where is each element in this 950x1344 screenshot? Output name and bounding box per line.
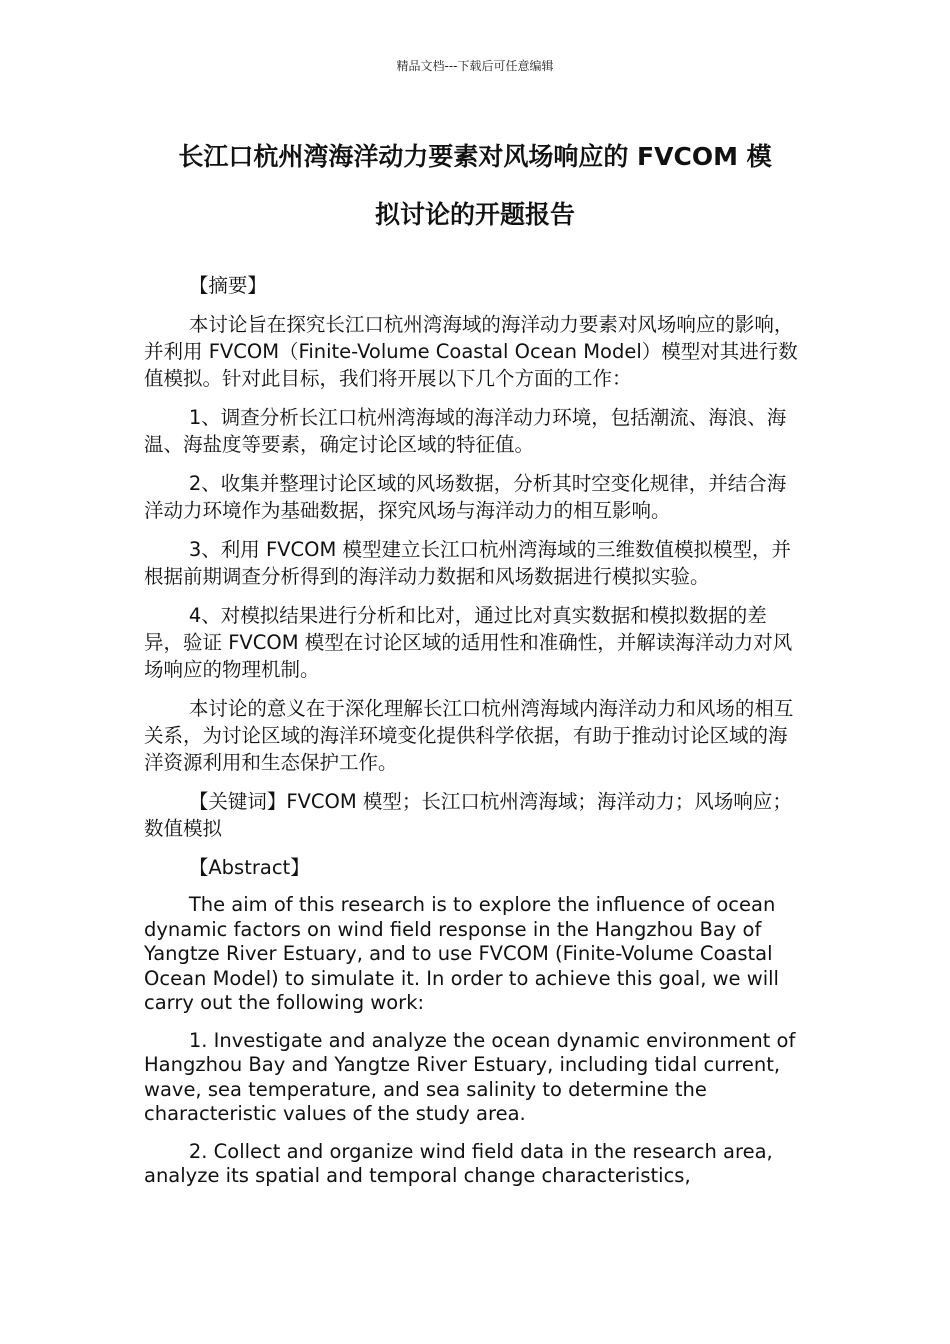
abstract-cn-significance: 本讨论的意义在于深化理解长江口杭州湾海域内海洋动力和风场的相互关系，为讨论区域的海洋环境变化提供科学依据，有助于推动讨论区域的海洋资源利用和生态保护工作。 <box>144 697 794 774</box>
document-title <box>140 128 810 244</box>
title-line-2: 拟讨论的开题报告 <box>374 200 575 229</box>
abstract-cn-intro: 本讨论旨在探究长江口杭州湾海域的海洋动力要素对风场响应的影响，并利用 FVCOM（Finite-Volume Coastal Ocean Model）模型对其进行数值模拟。针对此目标，我们将开展以下几个方面的工作： <box>144 313 798 390</box>
abstract-cn-item: 2、收集并整理讨论区域的风场数据，分析其时空变化规律，并结合海洋动力环境作为基础数据，探究风场与海洋动力的相互影响。 <box>144 472 787 522</box>
abstract-cn-item: 4、对模拟结果进行分析和比对，通过比对真实数据和模拟数据的差异，验证 FVCOM 模型在讨论区域的适用性和准确性，并解读海洋动力对风场响应的物理机制。 <box>144 604 793 681</box>
abstract-cn-item: 1、调查分析长江口杭州湾海域的海洋动力环境，包括潮流、海浪、海温、海盐度等要素，确定讨论区域的特征值。 <box>144 406 787 456</box>
abstract-cn-heading: 【摘要】 <box>188 274 267 297</box>
title-line-1: 长江口杭州湾海洋动力要素对风场响应的 FVCOM 模 <box>178 142 772 171</box>
abstract-en-heading: 【Abstract】 <box>188 856 310 879</box>
document-body <box>144 272 804 1202</box>
abstract-en-intro: The aim of this research is to explore the influence of ocean dynamic factors on wind field response in the Hangzhou Bay of Yangtze River Estuary, and to use FVCOM (Finite-Volume Coastal Ocean Model) to simulate it. In order to achieve this goal, we will carry out the following work: <box>144 893 779 1014</box>
header-note: 精品文档---下载后可任意编辑 <box>396 59 554 73</box>
abstract-en-item: 2. Collect and organize wind field data in the research area, analyze its spatial and temporal change characteristics, <box>144 1139 773 1187</box>
abstract-cn-item: 3、利用 FVCOM 模型建立长江口杭州湾海域的三维数值模拟模型，并根据前期调查分析得到的海洋动力数据和风场数据进行模拟实验。 <box>144 538 791 588</box>
abstract-en-item: 1. Investigate and analyze the ocean dynamic environment of Hangzhou Bay and Yangtze River Estuary, including tidal current, wave, sea temperature, and sea salinity to determine the characteristic values of the study area. <box>144 1028 796 1125</box>
keywords-line: 【关键词】FVCOM 模型；长江口杭州湾海域；海洋动力；风场响应；数值模拟 <box>144 790 792 840</box>
